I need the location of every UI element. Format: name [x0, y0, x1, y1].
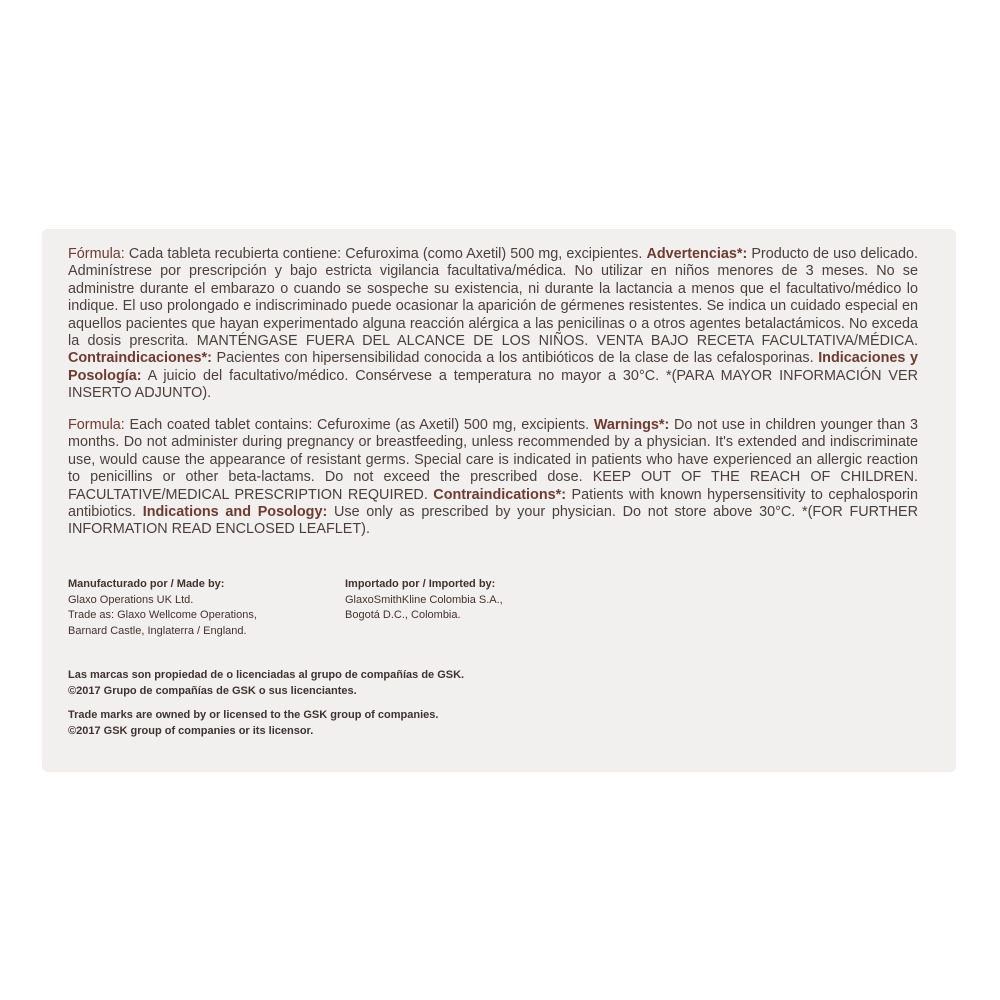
trademark-es-line-2: ©2017 Grupo de compañías de GSK o sus licenciantes.	[68, 684, 357, 697]
trademark-notice-es	[68, 668, 464, 699]
formula-text-es: Cada tableta recubierta contiene: Cefuroxima (como Axetil) 500 mg, excipientes.	[124, 246, 647, 262]
indications-text-es: A juicio del facultativo/médico. Consérvese a temperatura no mayor a 30°C. *(PARA MAYOR INFORMACIÓN VER INSERTO ADJUNTO).	[68, 367, 918, 402]
importer-heading: Importado por / Imported by:	[345, 578, 496, 590]
importer-line-1: GlaxoSmithKline Colombia S.A.,	[345, 593, 503, 606]
trademark-notice-en	[68, 708, 438, 739]
manufacturer-line-3: Barnard Castle, Inglaterra / England.	[68, 624, 247, 637]
formula-label-es: Fórmula:	[68, 246, 125, 262]
package-label-panel	[42, 229, 956, 772]
trademark-en-line-2: ©2017 GSK group of companies or its licensor.	[68, 724, 314, 737]
spanish-description	[68, 246, 918, 403]
importer-line-2: Bogotá D.C., Colombia.	[345, 609, 461, 621]
manufacturer-line-2: Trade as: Glaxo Wellcome Operations,	[68, 609, 257, 621]
contraindications-label-es: Contraindicaciones*:	[68, 350, 212, 367]
manufacturer-heading: Manufacturado por / Made by:	[68, 578, 225, 590]
trademark-en-line-1: Trade marks are owned by or licensed to the GSK group of companies.	[68, 709, 439, 721]
formula-label-en: Formula:	[68, 417, 125, 433]
indications-label-en: Indications and Posology:	[142, 504, 328, 521]
warnings-text-es: Producto de uso delicado. Adminístrese por prescripción y bajo estricta vigilancia facultativa/médica. No utilizar en niños menores de 3 meses. No se administre durante el embarazo o cuando se sospeche su existencia, ni durante la lactancia a menos que el facultativo/médico lo indique. El uso prolongado e indiscriminado puede ocasionar la aparición de gérmenes resistentes. Se indica un cuidado especial en aquellos pacientes que hayan experimentado alguna reacción alérgica a las penicilinas o a otros agentes betalactámicos. No exceda la dosis prescrita. MANTÉNGASE FUERA DEL ALCANCE DE LOS NIÑOS. VENTA BAJO RECETA FACULTATIVA/MÉDICA.	[68, 246, 918, 350]
english-description	[68, 417, 918, 539]
warnings-label-en: Warnings*:	[593, 417, 670, 433]
manufacturer-line-1: Glaxo Operations UK Ltd.	[68, 593, 194, 606]
manufacturer-info	[68, 577, 257, 639]
trademark-es-line-1: Las marcas son propiedad de o licenciadas al grupo de compañías de GSK.	[68, 669, 465, 681]
warnings-text-en: Do not use in children younger than 3 months. Do not administer during pregnancy or breastfeeding, unless recommended by a physician. It's extended and indiscriminate use, would cause the appearance of resistant germs. Special care is indicated in patients who have experienced an allergic reaction to penicillins or other beta-lactams. Do not exceed the prescribed dose. KEEP OUT OF THE REACH OF CHILDREN. FACULTATIVE/MEDICAL PRESCRIPTION REQUIRED.	[68, 417, 918, 503]
contraindications-label-en: Contraindications*:	[433, 486, 567, 503]
formula-text-en: Each coated tablet contains: Cefuroxime (as Axetil) 500 mg, excipients.	[124, 417, 594, 433]
indications-label-es: Indicaciones y Posología:	[68, 350, 918, 384]
contraindications-text-es: Pacientes con hipersensibilidad conocida a los antibióticos de la clase de las cefalosporinas.	[211, 350, 819, 367]
importer-info	[345, 577, 503, 624]
contraindications-text-en: Patients with known hypersensitivity to cephalosporin antibiotics.	[68, 486, 918, 521]
warnings-label-es: Advertencias*:	[646, 246, 748, 262]
indications-text-en: Use only as prescribed by your physician. Do not store above 30°C. *(FOR FURTHER INFORMATION READ ENCLOSED LEAFLET).	[68, 504, 918, 538]
